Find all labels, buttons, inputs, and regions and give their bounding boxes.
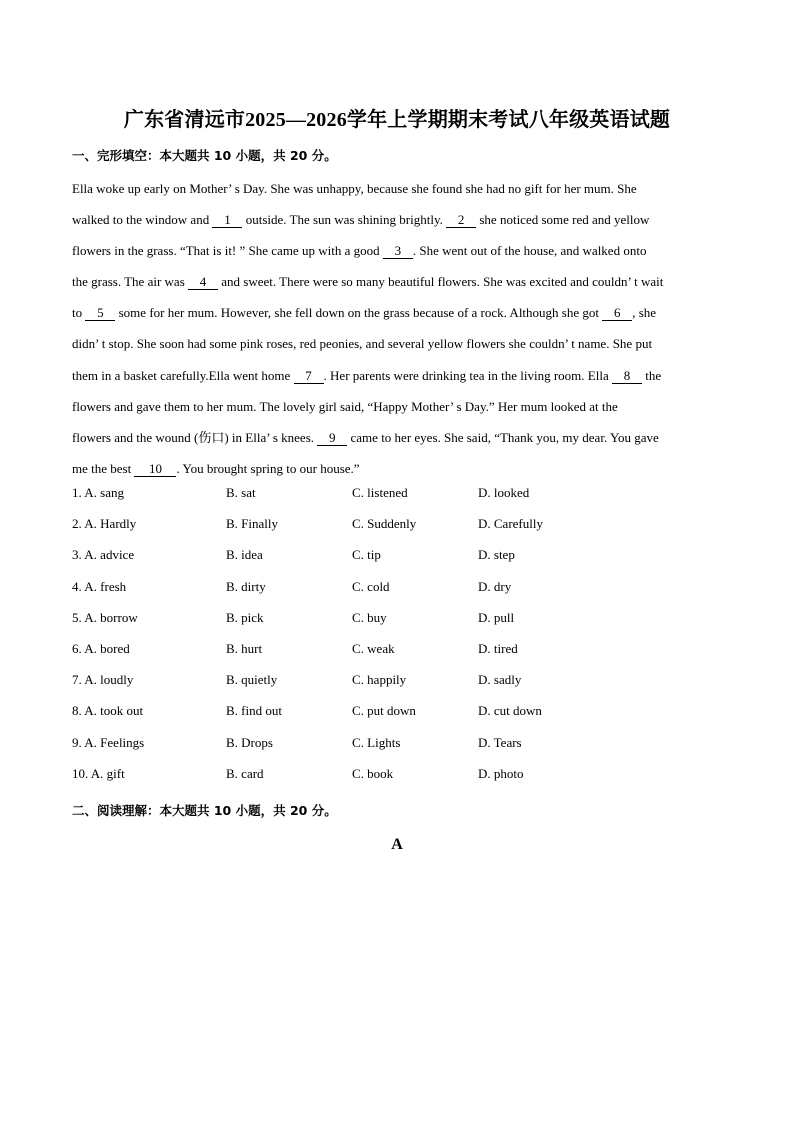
option-c: C. book	[352, 765, 394, 781]
passage-line	[72, 266, 732, 297]
option-b: B. dirty	[226, 578, 266, 594]
passage-text: them in a basket carefully.Ella went home	[72, 367, 294, 383]
passage-text: some for her mum. However, she fell down on the grass because of a rock. Although she got	[115, 305, 603, 321]
option-b: B. quietly	[226, 672, 278, 688]
passage-text: the grass. The air was	[72, 274, 189, 290]
option-d: D. pull	[478, 609, 515, 625]
passage-text: Ella woke up early on Mother’ s Day. She was unhappy, because she found she had no gift for her mum. She	[72, 181, 637, 196]
option-d: D. tired	[478, 640, 518, 656]
passage-line	[72, 422, 732, 453]
blank-10: 10	[134, 462, 176, 477]
passage-text: flowers in the grass. “That is it! ” She came up with a good	[72, 243, 383, 259]
option-d: D. step	[478, 547, 515, 563]
option-b: B. hurt	[226, 640, 263, 656]
option-q: 3. A. advice	[72, 547, 135, 563]
blank-2: 2	[446, 213, 476, 228]
option-b: B. Drops	[226, 734, 273, 750]
passage-text: . You brought spring to our house.”	[176, 460, 360, 476]
passage-text: came to her eyes. She said, “Thank you, my dear. You gave	[347, 429, 659, 445]
option-b: B. Finally	[226, 516, 279, 532]
blank-7: 7	[294, 369, 324, 384]
passage-text: outside. The sun was shining brightly.	[242, 212, 447, 228]
option-c: C. tip	[352, 547, 381, 563]
option-q: 5. A. borrow	[72, 609, 138, 625]
option-c: C. weak	[352, 640, 395, 656]
passage-line	[72, 453, 732, 484]
passage-a-label: A	[391, 836, 403, 853]
blank-3: 3	[383, 244, 413, 259]
option-c: C. happily	[352, 672, 407, 688]
passage-line	[72, 297, 732, 328]
option-q: 10. A. gift	[72, 765, 125, 781]
exam-title: 广东省清远市2025—2026学年上学期期末考试八年级英语试题	[123, 109, 671, 131]
passage-line	[72, 204, 732, 235]
option-d: D. Tears	[478, 734, 522, 750]
option-q: 4. A. fresh	[72, 578, 127, 594]
blank-6: 6	[602, 306, 632, 321]
passage-text: me the best	[72, 460, 135, 476]
option-d: D. photo	[478, 765, 524, 781]
option-b: B. pick	[226, 609, 264, 625]
passage-text: to	[72, 305, 86, 321]
blank-1: 1	[212, 213, 242, 228]
passage-line	[72, 235, 732, 266]
option-q: 8. A. took out	[72, 703, 144, 719]
cloze-passage	[72, 173, 732, 484]
option-q: 9. A. Feelings	[72, 734, 145, 750]
section-2-heading: 二、阅读理解：本大题共 10 小题，共 20 分。	[72, 803, 337, 818]
option-c: C. Suddenly	[352, 516, 417, 532]
passage-text: flowers and the wound (伤口) in Ella’ s knees.	[72, 429, 318, 445]
passage-text: . She went out of the house, and walked onto	[412, 243, 647, 259]
option-q: 6. A. bored	[72, 640, 130, 656]
option-d: D. cut down	[478, 703, 542, 719]
passage-line	[72, 391, 732, 422]
passage-text: she noticed some red and yellow	[476, 212, 650, 228]
passage-line	[72, 328, 732, 359]
option-d: D. dry	[478, 578, 512, 594]
option-b: B. idea	[226, 547, 263, 563]
passage-text: flowers and gave them to her mum. The lovely girl said, “Happy Mother’ s Day.” Her mum looked at the	[72, 398, 618, 414]
option-b: B. card	[226, 765, 264, 781]
section-1-heading: 一、完形填空：本大题共 10 小题，共 20 分。	[72, 148, 337, 163]
option-q: 7. A. loudly	[72, 672, 134, 688]
option-c: C. buy	[352, 609, 387, 625]
option-b: B. find out	[226, 703, 282, 719]
option-c: C. put down	[352, 703, 416, 719]
passage-text: walked to the window and	[72, 212, 213, 228]
option-d: D. Carefully	[478, 516, 543, 532]
option-d: D. sadly	[478, 672, 522, 688]
passage-text: . Her parents were drinking tea in the living room. Ella	[323, 367, 612, 383]
passage-text: didn’ t stop. She soon had some pink roses, red peonies, and several yellow flowers she couldn’ t name. She put	[72, 336, 653, 352]
passage-text: the	[641, 367, 662, 383]
option-q: 2. A. Hardly	[72, 516, 137, 532]
option-d: D. looked	[478, 485, 530, 500]
passage-line	[72, 360, 732, 391]
blank-8: 8	[612, 369, 642, 384]
option-c: C. Lights	[352, 734, 401, 750]
option-q: 1. A. sang	[72, 485, 124, 500]
passage-line	[72, 173, 732, 204]
blank-9: 9	[317, 431, 347, 446]
option-c: C. cold	[352, 578, 390, 594]
blank-5: 5	[85, 306, 115, 321]
passage-text: , she	[632, 305, 657, 321]
blank-4: 4	[188, 275, 218, 290]
passage-text: and sweet. There were so many beautiful flowers. She was excited and couldn’ t wait	[218, 274, 664, 290]
option-c: C. listened	[352, 485, 408, 500]
option-b: B. sat	[226, 485, 256, 500]
